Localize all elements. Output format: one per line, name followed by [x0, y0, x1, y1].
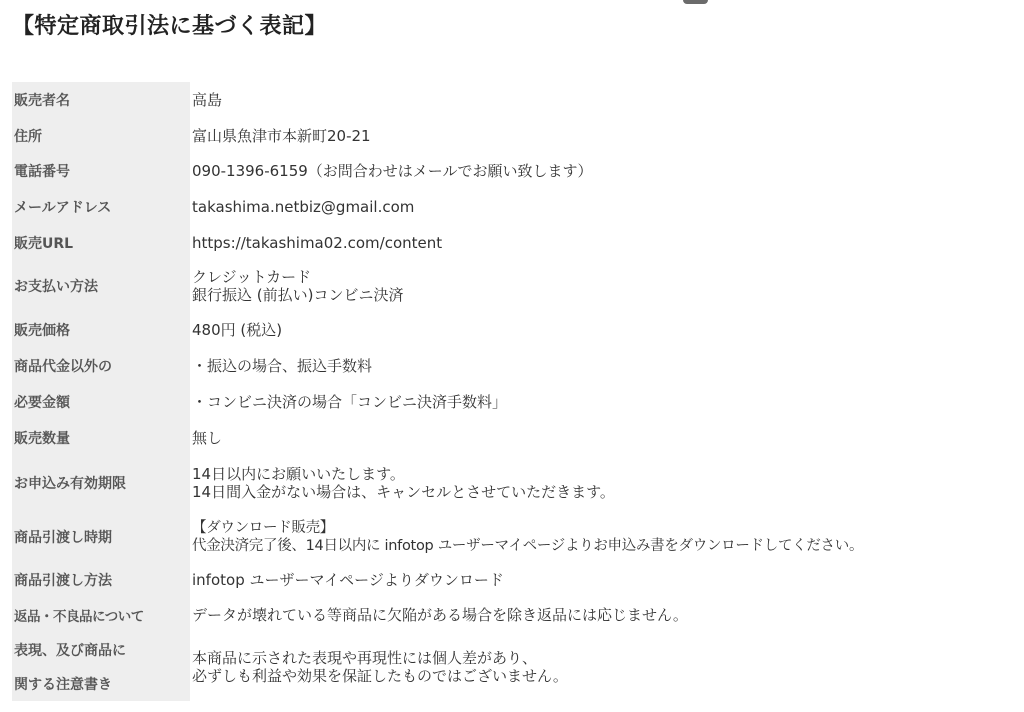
row-label: お申込み有効期限	[12, 456, 190, 510]
table-row-disclaimer	[12, 633, 1024, 701]
row-value: infotop ユーザーマイページよりダウンロード	[192, 571, 504, 589]
row-label: お支払い方法	[12, 260, 190, 312]
value-line: 【ダウンロード販売】	[192, 519, 334, 536]
row-value	[190, 268, 1024, 304]
scrollbar-thumb[interactable]	[683, 0, 708, 4]
value-line: ・振込の場合、振込手数料	[192, 357, 373, 375]
label-line: 表現、及び商品に	[14, 643, 126, 659]
value-line: 必ずしも利益や効果を保証したものではございません。	[192, 667, 568, 685]
row-label: 商品引渡し時期	[12, 510, 190, 563]
row-label	[12, 633, 190, 701]
value-line: 14日間入金がない場合は、キャンセルとさせていただきます。	[192, 483, 615, 501]
row-value	[190, 465, 1024, 501]
value-line: クレジットカード	[192, 268, 312, 286]
row-value	[190, 519, 1024, 555]
table-row-extra-fees	[12, 348, 1024, 420]
row-value: 090-1396-6159（お問合わせはメールでお願い致します）	[192, 162, 593, 180]
row-value	[190, 649, 1024, 685]
table-row-url	[12, 225, 1024, 260]
table-row-validity	[12, 456, 1024, 510]
table-row-address	[12, 118, 1024, 153]
page-title: 【特定商取引法に基づく表記】	[12, 14, 328, 39]
value-line: ・コンビニ決済の場合「コンビニ決済手数料」	[192, 393, 508, 411]
row-label: 販売数量	[12, 420, 190, 456]
row-label	[12, 348, 190, 420]
table-row-returns	[12, 597, 1024, 633]
table-row-delivery-method	[12, 563, 1024, 597]
row-label: 商品引渡し方法	[12, 563, 190, 597]
row-value: 高島	[192, 91, 223, 109]
row-value: takashima.netbiz@gmail.com	[192, 198, 415, 216]
table-row-phone	[12, 153, 1024, 189]
label-line: 必要金額	[14, 395, 70, 411]
row-value: 富山県魚津市本新町20-21	[192, 126, 371, 145]
table-row-payment	[12, 260, 1024, 312]
row-label: メールアドレス	[12, 189, 190, 225]
value-line: 14日以内にお願いいたします。	[192, 465, 405, 483]
row-label: 販売者名	[12, 82, 190, 118]
row-value	[190, 348, 1024, 420]
label-line: 商品代金以外の	[14, 359, 112, 375]
table-row-quantity	[12, 420, 1024, 456]
legal-info-table	[12, 82, 1024, 701]
row-label: 返品・不良品について	[12, 597, 190, 633]
row-label: 住所	[12, 118, 190, 153]
row-value: https://takashima02.com/content	[192, 233, 443, 252]
row-value: 無し	[192, 429, 223, 447]
table-row-delivery-time	[12, 510, 1024, 563]
row-label: 販売価格	[12, 312, 190, 348]
table-row-email	[12, 189, 1024, 225]
row-value: 480円 (税込)	[192, 321, 283, 339]
label-line: 関する注意書き	[14, 677, 112, 693]
value-line: 銀行振込 (前払い)コンビニ決済	[192, 286, 404, 304]
row-value: データが壊れている等商品に欠陥がある場合を除き返品には応じません。	[192, 606, 688, 624]
table-row-seller	[12, 82, 1024, 118]
value-line: 本商品に示された表現や再現性には個人差があり、	[192, 649, 538, 667]
row-label: 販売URL	[12, 225, 190, 260]
row-label: 電話番号	[12, 153, 190, 189]
value-line: 代金決済完了後、14日以内に infotop ユーザーマイページよりお申込み書をダウンロードしてください。	[192, 537, 864, 554]
table-row-price	[12, 312, 1024, 348]
